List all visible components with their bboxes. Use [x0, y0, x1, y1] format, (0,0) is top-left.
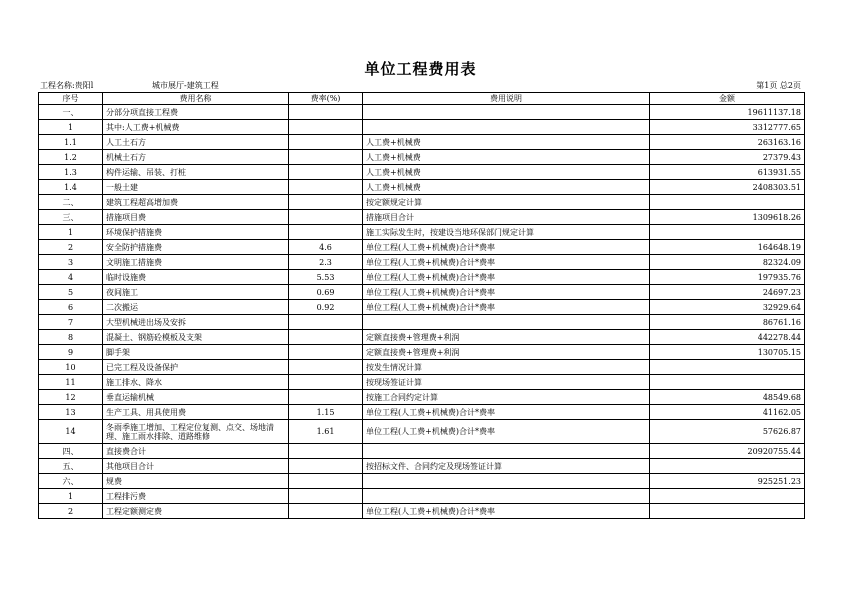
cell-rate	[289, 444, 363, 459]
unit-project-name: 城市展厅-建筑工程	[152, 81, 219, 90]
cell-rate: 4.6	[289, 240, 363, 255]
cell-desc: 措施项目合计	[363, 210, 650, 225]
cell-no: 1	[39, 225, 103, 240]
cell-desc: 按发生情况计算	[363, 360, 650, 375]
cell-amount: 613931.55	[650, 165, 805, 180]
cell-desc: 按招标文件、合同约定及现场签证计算	[363, 459, 650, 474]
cell-desc: 按现场签证计算	[363, 375, 650, 390]
cell-desc: 单位工程(人工费+机械费)合计*费率	[363, 255, 650, 270]
cell-amount: 130705.15	[650, 345, 805, 360]
header-no: 序号	[39, 93, 103, 105]
table-row	[39, 225, 805, 240]
cell-no: 1.1	[39, 135, 103, 150]
cell-desc	[363, 444, 650, 459]
table-row	[39, 444, 805, 459]
cell-rate	[289, 135, 363, 150]
cell-no: 8	[39, 330, 103, 345]
cell-name: 建筑工程超高增加费	[103, 195, 289, 210]
cell-amount	[650, 459, 805, 474]
cell-name: 已完工程及设备保护	[103, 360, 289, 375]
cell-desc: 单位工程(人工费+机械费)合计*费率	[363, 285, 650, 300]
header-name: 费用名称	[103, 93, 289, 105]
cell-rate	[289, 390, 363, 405]
cell-name: 环境保护措施费	[103, 225, 289, 240]
cell-desc: 定额直接费+管理费+利润	[363, 345, 650, 360]
table-row	[39, 105, 805, 120]
cell-amount: 442278.44	[650, 330, 805, 345]
cell-no: 5	[39, 285, 103, 300]
table-row	[39, 420, 805, 444]
cell-no: 一、	[39, 105, 103, 120]
cell-amount: 32929.64	[650, 300, 805, 315]
cell-desc: 人工费+机械费	[363, 165, 650, 180]
cell-amount	[650, 489, 805, 504]
cell-name: 二次搬运	[103, 300, 289, 315]
cell-name: 施工排水、降水	[103, 375, 289, 390]
cell-name: 夜间施工	[103, 285, 289, 300]
cell-desc: 单位工程(人工费+机械费)合计*费率	[363, 300, 650, 315]
table-row	[39, 135, 805, 150]
cell-no: 二、	[39, 195, 103, 210]
cell-desc	[363, 105, 650, 120]
cell-no: 1.2	[39, 150, 103, 165]
cell-desc: 人工费+机械费	[363, 150, 650, 165]
cell-rate	[289, 315, 363, 330]
cell-name: 文明施工措施费	[103, 255, 289, 270]
cell-name: 工程定额测定费	[103, 504, 289, 519]
cell-amount: 27379.43	[650, 150, 805, 165]
cell-desc: 人工费+机械费	[363, 135, 650, 150]
table-title: 单位工程费用表	[364, 60, 477, 78]
cell-no: 2	[39, 504, 103, 519]
cell-rate: 2.3	[289, 255, 363, 270]
cell-desc: 按施工合同约定计算	[363, 390, 650, 405]
cell-amount	[650, 504, 805, 519]
table-row	[39, 489, 805, 504]
cell-no: 7	[39, 315, 103, 330]
cell-desc	[363, 120, 650, 135]
project-name: 工程名称:贵阳l	[40, 81, 94, 90]
cell-rate	[289, 120, 363, 135]
cell-rate	[289, 375, 363, 390]
cell-desc: 人工费+机械费	[363, 180, 650, 195]
table-row	[39, 390, 805, 405]
cell-rate: 1.61	[289, 420, 363, 444]
cell-no: 六、	[39, 474, 103, 489]
cell-amount	[650, 195, 805, 210]
cell-amount: 164648.19	[650, 240, 805, 255]
cell-rate	[289, 504, 363, 519]
cell-desc: 单位工程(人工费+机械费)合计*费率	[363, 270, 650, 285]
cell-rate	[289, 330, 363, 345]
cell-no: 四、	[39, 444, 103, 459]
cell-no: 三、	[39, 210, 103, 225]
table-row	[39, 405, 805, 420]
cell-desc: 单位工程(人工费+机械费)合计*费率	[363, 240, 650, 255]
table-row	[39, 459, 805, 474]
cell-amount: 82324.09	[650, 255, 805, 270]
table-row	[39, 300, 805, 315]
cell-no: 12	[39, 390, 103, 405]
cell-desc	[363, 474, 650, 489]
cell-rate	[289, 360, 363, 375]
page-info: 第1页 总2页	[756, 81, 801, 90]
cell-no: 1.4	[39, 180, 103, 195]
cell-desc: 施工实际发生时，按建设当地环保部门规定计算	[363, 225, 650, 240]
cell-no: 14	[39, 420, 103, 444]
cell-no: 3	[39, 255, 103, 270]
cell-rate	[289, 195, 363, 210]
cell-name: 措施项目费	[103, 210, 289, 225]
table-row	[39, 285, 805, 300]
cell-no: 1.3	[39, 165, 103, 180]
cell-rate	[289, 180, 363, 195]
cell-name: 混凝土、钢筋砼模板及支架	[103, 330, 289, 345]
cell-desc: 单位工程(人工费+机械费)合计*费率	[363, 405, 650, 420]
cell-desc	[363, 315, 650, 330]
cell-desc: 定额直接费+管理费+利润	[363, 330, 650, 345]
table-row	[39, 270, 805, 285]
cell-rate: 0.92	[289, 300, 363, 315]
cell-name: 临时设施费	[103, 270, 289, 285]
cell-amount: 19611137.18	[650, 105, 805, 120]
cell-name: 人工土石方	[103, 135, 289, 150]
cell-desc	[363, 489, 650, 504]
cell-no: 4	[39, 270, 103, 285]
table-row	[39, 150, 805, 165]
cell-amount: 57626.87	[650, 420, 805, 444]
cell-name: 垂直运输机械	[103, 390, 289, 405]
table-row	[39, 315, 805, 330]
cell-name: 工程排污费	[103, 489, 289, 504]
cell-amount: 2408303.51	[650, 180, 805, 195]
header-desc: 费用说明	[363, 93, 650, 105]
cell-desc: 按定额规定计算	[363, 195, 650, 210]
cell-name: 冬雨季施工增加、工程定位复测、点交、场地清理、施工雨水排除、道路维修	[103, 420, 289, 444]
cell-amount: 86761.16	[650, 315, 805, 330]
cell-no: 五、	[39, 459, 103, 474]
table-row	[39, 360, 805, 375]
table-row	[39, 195, 805, 210]
table-body	[39, 105, 805, 519]
cell-desc: 单位工程(人工费+机械费)合计*费率	[363, 504, 650, 519]
cell-amount: 3312777.65	[650, 120, 805, 135]
cell-rate	[289, 489, 363, 504]
cell-no: 11	[39, 375, 103, 390]
cell-name: 分部分项直接工程费	[103, 105, 289, 120]
cell-amount	[650, 225, 805, 240]
table-row	[39, 474, 805, 489]
cell-no: 10	[39, 360, 103, 375]
cell-amount	[650, 375, 805, 390]
cell-amount: 263163.16	[650, 135, 805, 150]
cell-rate	[289, 210, 363, 225]
header-rate: 费率(%)	[289, 93, 363, 105]
cell-rate: 5.53	[289, 270, 363, 285]
cell-no: 1	[39, 120, 103, 135]
cell-name: 其中:人工费+机械费	[103, 120, 289, 135]
cell-name: 构件运输、吊装、打桩	[103, 165, 289, 180]
cell-desc: 单位工程(人工费+机械费)合计*费率	[363, 420, 650, 444]
cell-rate	[289, 165, 363, 180]
cell-amount: 48549.68	[650, 390, 805, 405]
cell-amount: 20920755.44	[650, 444, 805, 459]
cell-no: 13	[39, 405, 103, 420]
table-row	[39, 504, 805, 519]
cell-name: 大型机械进出场及安拆	[103, 315, 289, 330]
cell-no: 2	[39, 240, 103, 255]
cell-amount: 197935.76	[650, 270, 805, 285]
cell-no: 9	[39, 345, 103, 360]
cell-amount: 1309618.26	[650, 210, 805, 225]
cell-amount	[650, 360, 805, 375]
cell-rate	[289, 474, 363, 489]
cell-amount: 41162.05	[650, 405, 805, 420]
cell-name: 一般土建	[103, 180, 289, 195]
cell-name: 安全防护措施费	[103, 240, 289, 255]
cell-name: 直接费合计	[103, 444, 289, 459]
cell-amount: 925251.23	[650, 474, 805, 489]
cell-name: 规费	[103, 474, 289, 489]
table-row	[39, 120, 805, 135]
cell-rate	[289, 150, 363, 165]
cost-table	[38, 92, 805, 519]
cell-amount: 24697.23	[650, 285, 805, 300]
cell-rate	[289, 345, 363, 360]
table-row	[39, 330, 805, 345]
header-amount: 金额	[650, 93, 805, 105]
cell-name: 脚手架	[103, 345, 289, 360]
cell-rate: 0.69	[289, 285, 363, 300]
cell-no: 1	[39, 489, 103, 504]
cell-name: 生产工具、用具使用费	[103, 405, 289, 420]
cell-rate	[289, 459, 363, 474]
table-row	[39, 240, 805, 255]
table-row	[39, 345, 805, 360]
cell-no: 6	[39, 300, 103, 315]
header-row	[39, 93, 805, 105]
table-row	[39, 165, 805, 180]
table-row	[39, 210, 805, 225]
cell-name: 机械土石方	[103, 150, 289, 165]
cell-rate	[289, 225, 363, 240]
table-row	[39, 375, 805, 390]
table-row	[39, 180, 805, 195]
cell-rate	[289, 105, 363, 120]
cell-name: 其他项目合计	[103, 459, 289, 474]
cell-rate: 1.15	[289, 405, 363, 420]
table-row	[39, 255, 805, 270]
